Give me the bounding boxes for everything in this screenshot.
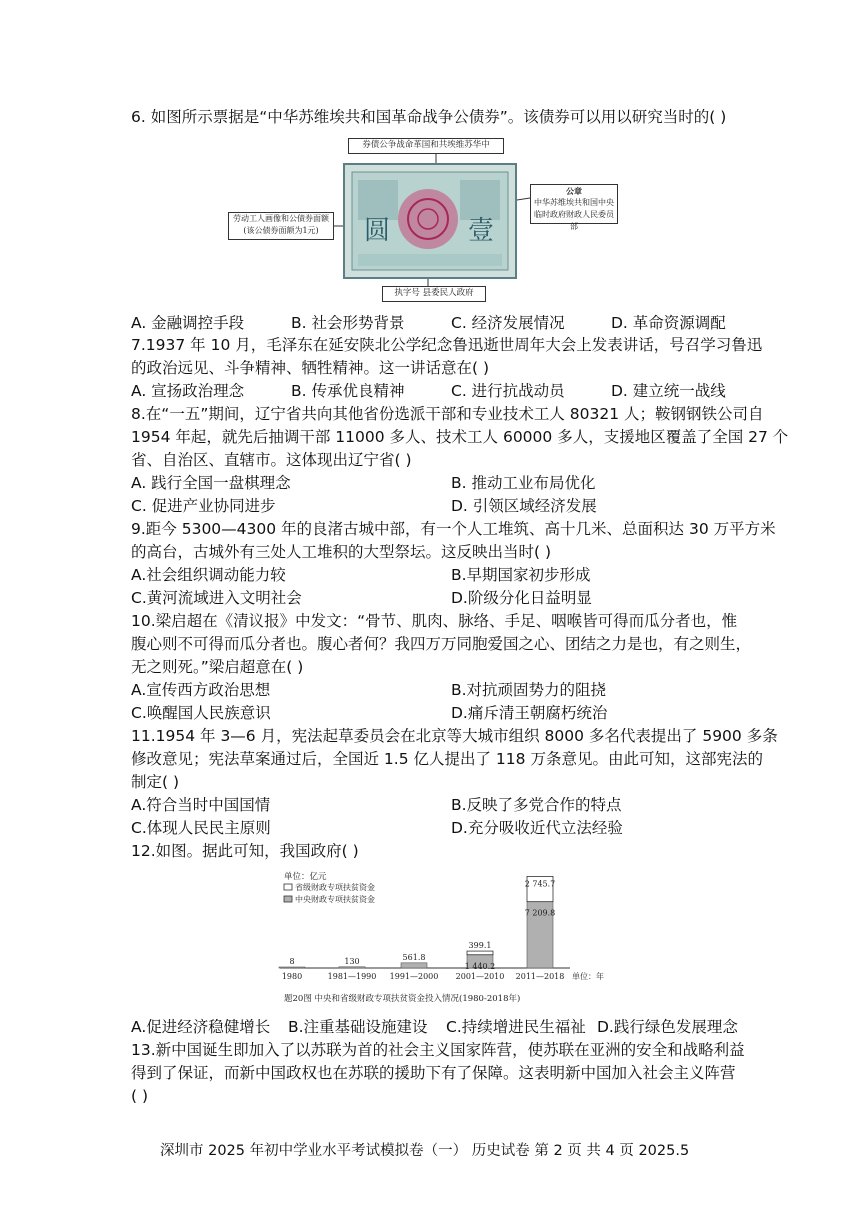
q9-option-b[interactable]: B.早期国家初步形成 xyxy=(451,566,591,584)
q9-option-c[interactable]: C.黄河流域进入文明社会 xyxy=(131,589,302,607)
page-footer: 深圳市 2025 年初中学业水平考试模拟卷（一） 历史试卷 第 2 页 共 4 页 2025.5 xyxy=(160,1143,690,1159)
q10-line-2: 腹心则不可得而瓜分者也。腹心者何？我四万万同胞爱国之心、团结之力是也，有之则生， xyxy=(131,635,752,653)
q11-line-2: 修改意见；宪法草案通过后，全国近 1.5 亿人提出了 118 万条意见。由此可知，这部宪法的 xyxy=(131,750,763,768)
q12-option-b[interactable]: B.注重基础设施建设 xyxy=(288,1018,428,1036)
note-character: 壹 xyxy=(468,216,495,246)
q11-option-d[interactable]: D.充分吸收近代立法经验 xyxy=(451,819,623,837)
q8-line-1: 8.在“一五”期间，辽宁省共向其他省份选派干部和专业技术工人 80321 人；鞍钢钢铁公司自 xyxy=(131,405,764,423)
bar-provincial-3 xyxy=(467,951,493,955)
q6-option-d[interactable]: D. 革命资源调配 xyxy=(611,314,726,332)
q10-option-a[interactable]: A.宣传西方政治思想 xyxy=(131,681,271,699)
q12-option-c[interactable]: C.持续增进民生福祉 xyxy=(446,1018,586,1036)
q10-line-1: 10.梁启超在《清议报》中发文：“骨节、肌肉、脉络、手足、咽喉皆可得而瓜分者也，惟 xyxy=(131,612,738,630)
chart-unit-label: 单位：亿元 xyxy=(284,872,327,882)
poverty-fund-chart-svg xyxy=(270,866,610,1008)
q8-line-2: 1954 年起，就先后抽调干部 11000 多人、技术工人 60000 多人，支援地区覆盖了全国 27 个 xyxy=(131,428,789,446)
category-label-1: 1981—1990 xyxy=(327,972,377,981)
q6-option-c[interactable]: C. 经济发展情况 xyxy=(451,314,565,332)
category-label-0: 1980 xyxy=(281,972,303,981)
q8-option-c[interactable]: C. 促进产业协同进步 xyxy=(131,497,276,515)
figure-seal-title: 公章 xyxy=(566,186,582,196)
q7-option-d[interactable]: D. 建立统一战线 xyxy=(611,382,726,400)
figure-left-label: 劳动工人画像和公债券面额(该公债券面额为1元) xyxy=(228,212,334,240)
data-label-central-0: 8 xyxy=(289,957,295,966)
q13-line-1: 13.新中国诞生即加入了以苏联为首的社会主义国家阵营，使苏联在亚洲的安全和战略利益 xyxy=(131,1041,745,1059)
q12-option-a[interactable]: A.促进经济稳健增长 xyxy=(131,1018,271,1036)
q8-line-3: 省、自治区、直辖市。这体现出辽宁省( ) xyxy=(131,451,412,469)
q10-option-b[interactable]: B.对抗顽固势力的阻挠 xyxy=(451,681,607,699)
data-label-central-4: 7 209.8 xyxy=(524,908,556,918)
q7-line-2: 的政治远见、斗争精神、牺牲精神。这一讲话意在( ) xyxy=(131,359,490,377)
figure-seal-text: 中华苏维埃共和国中央临时政府财政人民委员部 xyxy=(534,198,614,231)
bar-central-2 xyxy=(401,963,427,968)
q6-stem: 6. 如图所示票据是“中华苏维埃共和国革命战争公债券”。该债券可以用以研究当时的( ) xyxy=(131,108,727,126)
q10-option-d[interactable]: D.痛斥清王朝腐朽统治 xyxy=(451,704,608,722)
category-label-3: 2001—2010 xyxy=(455,972,505,981)
data-label-central-1: 130 xyxy=(344,956,360,966)
q9-option-d[interactable]: D.阶级分化日益明显 xyxy=(451,589,592,607)
bar-central-1 xyxy=(339,967,365,968)
q6-option-a[interactable]: A. 金融调控手段 xyxy=(131,314,245,332)
q7-option-c[interactable]: C. 进行抗战动员 xyxy=(451,382,565,400)
q7-option-b[interactable]: B. 传承优良精神 xyxy=(291,382,405,400)
poverty-fund-chart xyxy=(270,866,610,1008)
q6-option-b[interactable]: B. 社会形势背景 xyxy=(291,314,405,332)
q7-option-a[interactable]: A. 宣扬政治理念 xyxy=(131,382,245,400)
q8-option-d[interactable]: D. 引领区域经济发展 xyxy=(451,497,597,515)
q13-line-3: ( ) xyxy=(131,1087,149,1105)
data-label-central-2: 561.8 xyxy=(402,952,426,962)
note-character-2: 圆 xyxy=(364,216,391,246)
q10-line-3: 无之则死。”梁启超意在( ) xyxy=(131,658,304,676)
legend-central: 中央财政专项扶贫资金 xyxy=(295,895,375,904)
data-label-provincial-4: 2 745.7 xyxy=(524,879,556,889)
legend-swatch-provincial xyxy=(284,884,292,890)
x-unit-label: 单位：年 xyxy=(572,972,604,981)
q9-line-1: 9.距今 5300—4300 年的良渚古城中部，有一个人工堆筑、高十几米、总面积达 30 万平方米 xyxy=(131,520,776,538)
q10-option-c[interactable]: C.唤醒国人民族意识 xyxy=(131,704,271,722)
bar-central-0 xyxy=(279,967,305,968)
data-label-central-3: 1 440.2 xyxy=(464,961,496,971)
q12-option-d[interactable]: D.践行绿色发展理念 xyxy=(597,1018,738,1036)
chart-marks xyxy=(279,876,564,981)
figure-top-label: 券债公争战命革国和共埃维苏华中 xyxy=(348,138,504,154)
q12-stem: 12.如图。据此可知，我国政府( ) xyxy=(131,842,359,860)
q9-option-a[interactable]: A.社会组织调动能力较 xyxy=(131,566,286,584)
figure-seal-box xyxy=(530,184,618,231)
q11-option-a[interactable]: A.符合当时中国国情 xyxy=(131,796,271,814)
bond-figure xyxy=(228,136,618,304)
q11-line-1: 11.1954 年 3—6 月，宪法起草委员会在北京等大城市组织 8000 多名代表提出了 5900 多条 xyxy=(131,727,778,745)
legend-provincial: 省级财政专项扶贫资金 xyxy=(295,883,375,892)
q8-option-b[interactable]: B. 推动工业布局优化 xyxy=(451,474,596,492)
q9-line-2: 的高台，古城外有三处人工堆积的大型祭坛。这反映出当时( ) xyxy=(131,543,552,561)
q7-line-1: 7.1937 年 10 月，毛泽东在延安陕北公学纪念鲁迅逝世周年大会上发表讲话，号召学习鲁迅 xyxy=(131,336,763,354)
legend-swatch-central xyxy=(284,896,292,902)
q11-option-c[interactable]: C.体现人民民主原则 xyxy=(131,819,271,837)
category-label-2: 1991—2000 xyxy=(389,972,439,981)
chart-title: 题20图 中央和省级财政专项扶贫资金投入情况(1980-2018年) xyxy=(284,994,521,1004)
figure-bottom-label: 执字号 县委民人政府 xyxy=(382,286,486,302)
q11-option-b[interactable]: B.反映了多党合作的特点 xyxy=(451,796,622,814)
q13-line-2: 得到了保证，而新中国政权也在苏联的援助下有了保障。这表明新中国加入社会主义阵营 xyxy=(131,1064,736,1082)
q8-option-a[interactable]: A. 践行全国一盘棋理念 xyxy=(131,474,291,492)
data-label-provincial-3: 399.1 xyxy=(468,941,492,951)
category-label-4: 2011—2018 xyxy=(515,972,565,981)
q11-line-3: 制定( ) xyxy=(131,773,180,791)
